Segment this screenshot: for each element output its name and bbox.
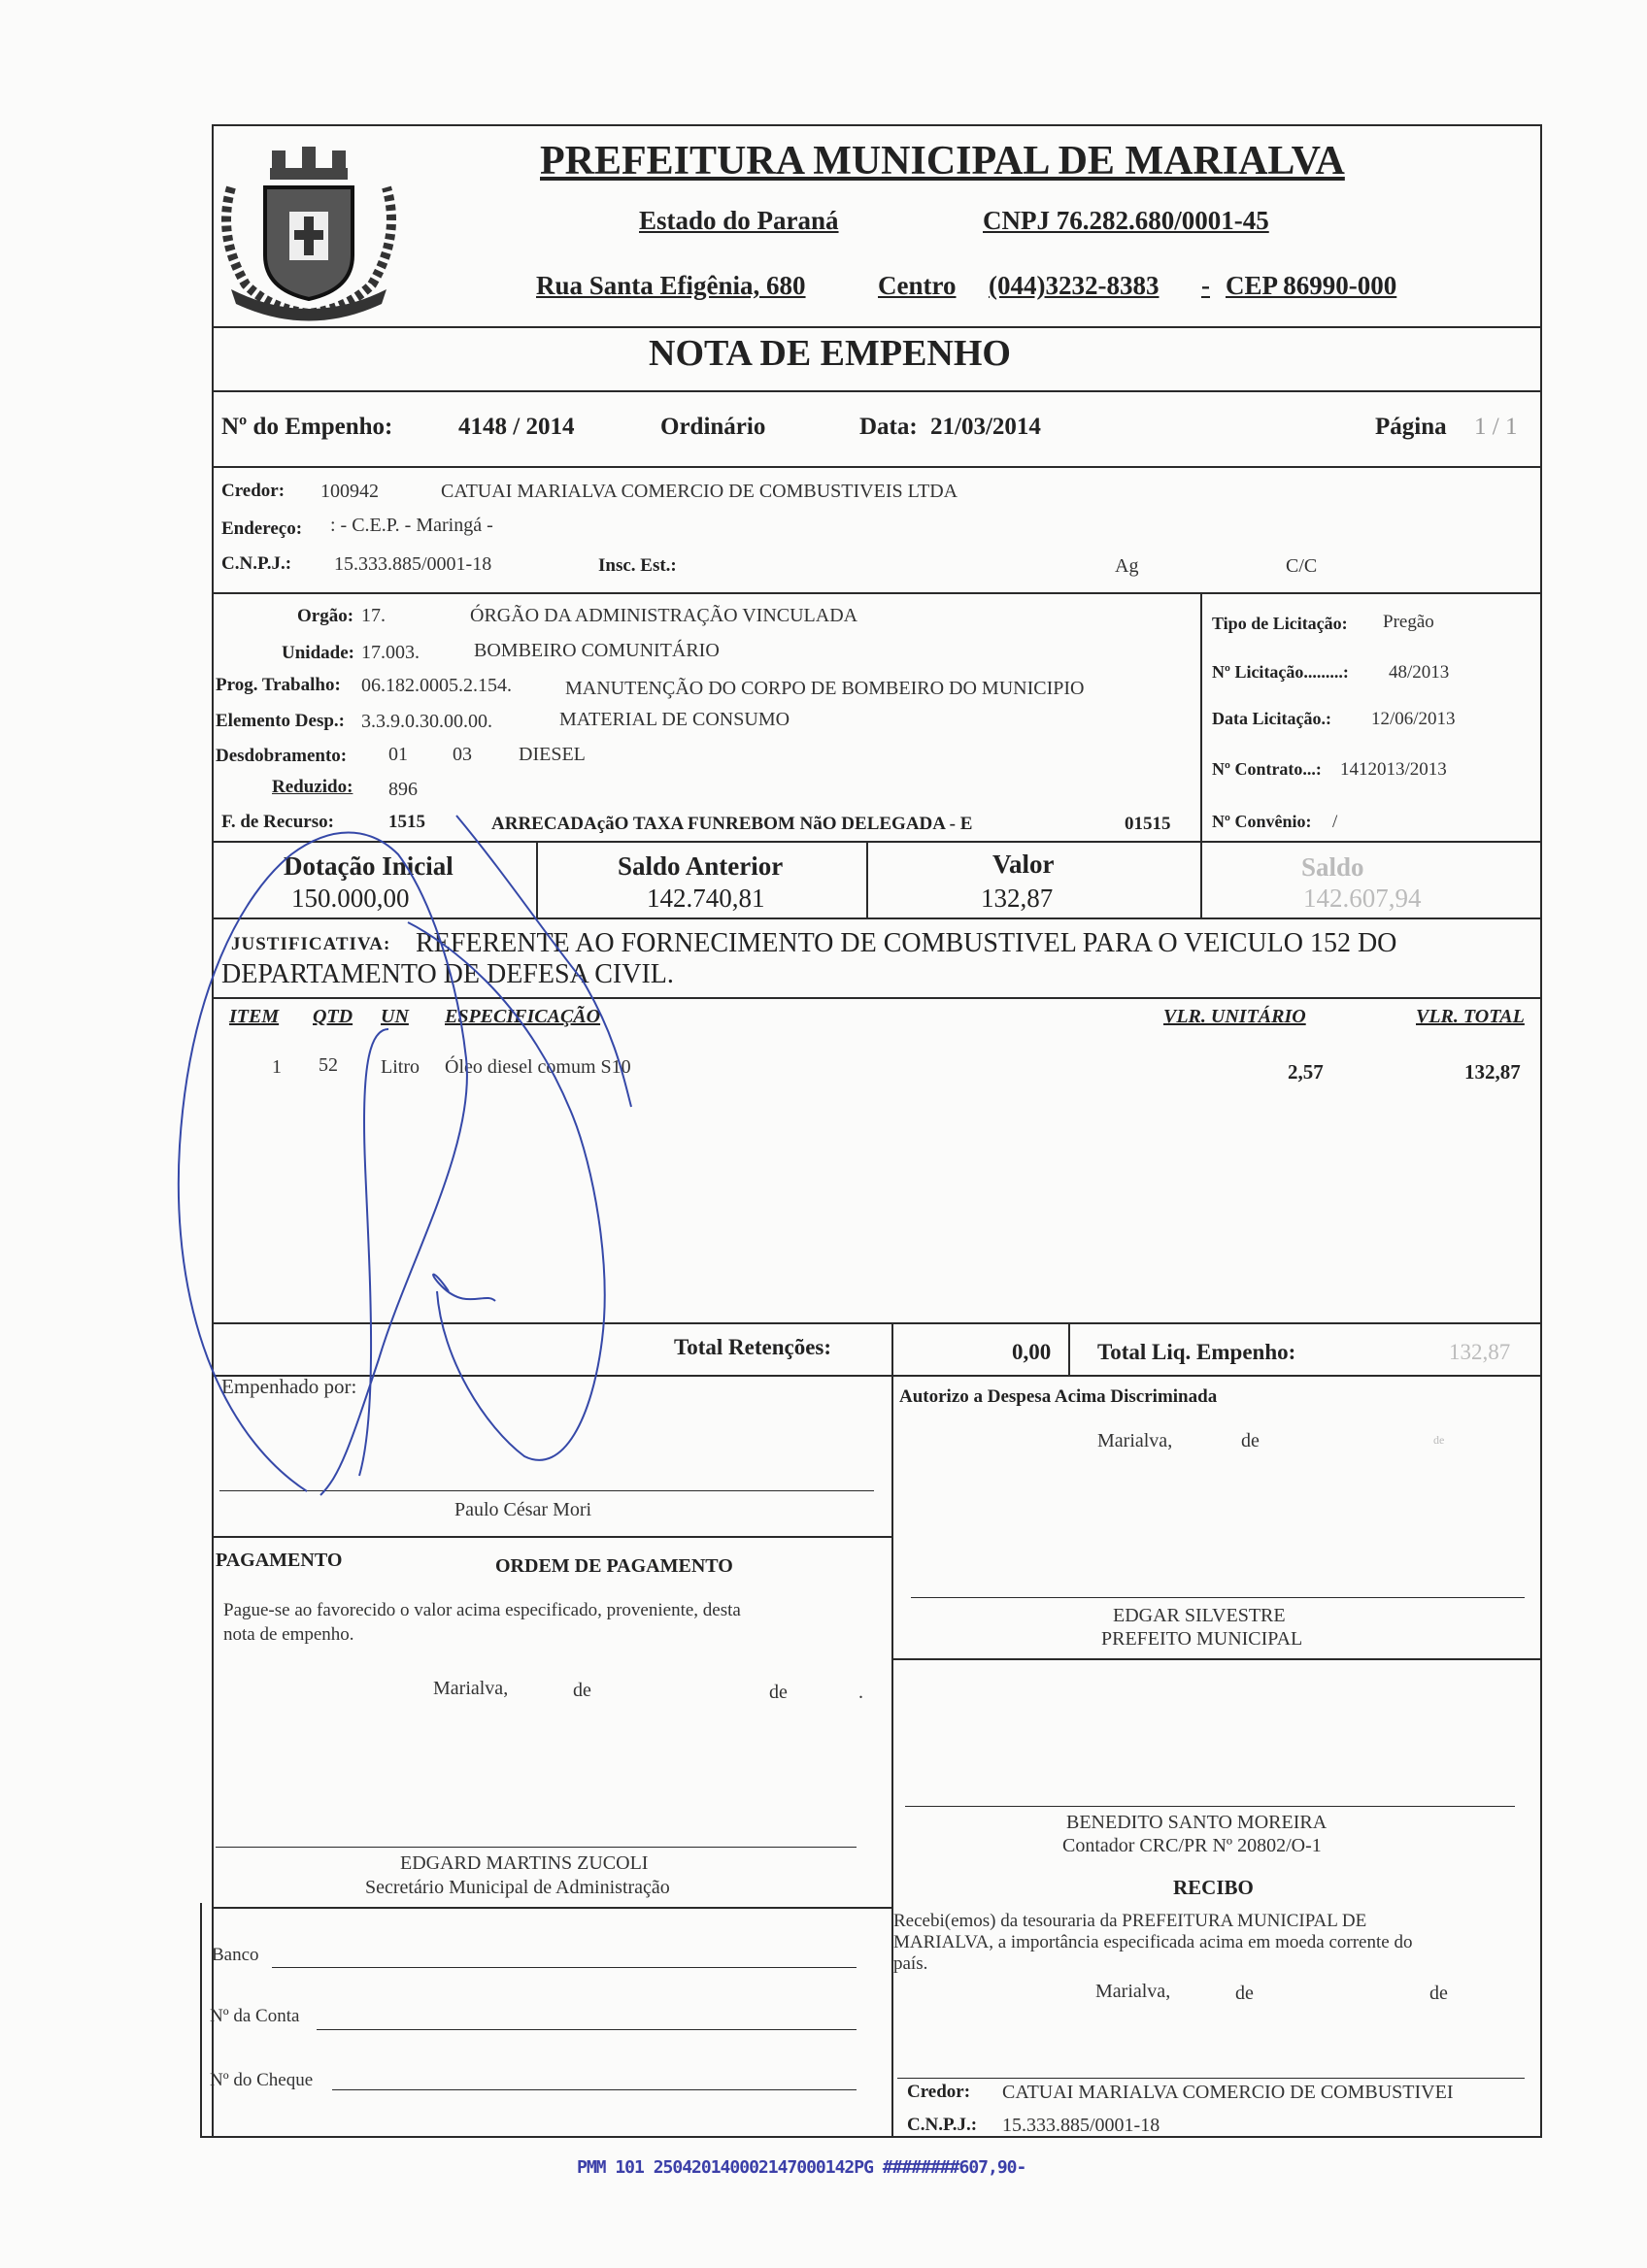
- contrato-number: 1412013/2013: [1340, 759, 1447, 780]
- autorizo-label: Autorizo a Despesa Acima Discriminada: [899, 1386, 1218, 1407]
- saldo-label: Saldo: [1301, 852, 1364, 882]
- autorizo-city: Marialva,: [1097, 1430, 1173, 1451]
- recibo-label: RECIBO: [1173, 1876, 1254, 1899]
- unidade-label: Unidade:: [282, 643, 354, 663]
- liquido-label: Total Liq. Empenho:: [1097, 1340, 1296, 1364]
- pagamento-text1: Pague-se ao favorecido o valor acima especificado, proveniente, desta: [223, 1600, 741, 1620]
- doc-title: NOTA DE EMPENHO: [649, 333, 1011, 374]
- reduzido-value: 896: [388, 779, 418, 800]
- item-vlr-total: 132,87: [1464, 1060, 1521, 1084]
- secretario-name: EDGARD MARTINS ZUCOLI: [400, 1852, 649, 1874]
- contrato-label: Nº Contrato...:: [1212, 759, 1322, 779]
- dotacao-value: 150.000,00: [291, 884, 410, 913]
- empenho-type: Ordinário: [660, 414, 766, 440]
- banco-label: Banco: [212, 1945, 259, 1965]
- credor-label: Credor:: [221, 481, 286, 501]
- item-un: Litro: [381, 1056, 420, 1078]
- header-address: Rua Santa Efigênia, 680: [536, 271, 806, 300]
- unidade-code: 17.003.: [361, 642, 420, 663]
- elemento-label: Elemento Desp.:: [216, 711, 345, 731]
- credor-name: CATUAI MARIALVA COMERCIO DE COMBUSTIVEIS LTDA: [441, 481, 958, 502]
- col-vlr-total: VLR. TOTAL: [1416, 1006, 1525, 1027]
- numero-licitacao-label: Nº Licitação.........:: [1212, 662, 1349, 682]
- insc-est-label: Insc. Est.:: [598, 555, 677, 576]
- endereco-label: Endereço:: [221, 518, 303, 539]
- unidade-name: BOMBEIRO COMUNITÁRIO: [474, 640, 720, 661]
- tipo-licitacao-label: Tipo de Licitação:: [1212, 614, 1348, 633]
- autorizo-de2: de: [1433, 1433, 1445, 1447]
- recurso-name: ARRECADAçãO TAXA FUNREBOM NãO DELEGADA - E: [491, 814, 973, 834]
- empenho-number-label: Nº do Empenho:: [221, 414, 393, 440]
- ordem-pagamento-label: ORDEM DE PAGAMENTO: [495, 1555, 733, 1577]
- recurso-label: F. de Recurso:: [221, 812, 334, 832]
- data-licitacao-label: Data Licitação.:: [1212, 709, 1331, 728]
- saldo-anterior-label: Saldo Anterior: [618, 851, 784, 881]
- recibo-line2: MARIALVA, a importância especificada acima em moeda corrente do: [893, 1932, 1413, 1952]
- autorizo-de1: de: [1241, 1430, 1260, 1451]
- cc-label: C/C: [1286, 555, 1318, 577]
- endereco-value: : - C.E.P. - Maringá -: [330, 515, 493, 536]
- recibo-credor-label: Credor:: [907, 2082, 971, 2102]
- prog-label: Prog. Trabalho:: [216, 675, 341, 695]
- item-espec: Óleo diesel comum S10: [445, 1056, 631, 1078]
- empenho-date: 21/03/2014: [930, 414, 1041, 440]
- recibo-de1: de: [1235, 1983, 1254, 2004]
- item-vlr-unit: 2,57: [1288, 1060, 1324, 1084]
- col-espec: ESPECIFICAÇÃO: [445, 1006, 601, 1027]
- item-number: 1: [272, 1056, 282, 1078]
- desdobramento-name: DIESEL: [519, 744, 586, 765]
- cheque-label: Nº do Cheque: [210, 2070, 314, 2090]
- tipo-licitacao: Pregão: [1383, 612, 1434, 632]
- col-un: UN: [381, 1006, 409, 1027]
- elemento-name: MATERIAL DE CONSUMO: [559, 709, 790, 730]
- ag-label: Ag: [1115, 555, 1139, 577]
- header-title: PREFEITURA MUNICIPAL DE MARIALVA: [540, 139, 1345, 183]
- saldo-value: 142.607,94: [1303, 884, 1422, 913]
- desdobramento-a: 01: [388, 744, 408, 765]
- empenhado-name: Paulo César Mori: [454, 1499, 592, 1520]
- col-item: ITEM: [229, 1006, 280, 1027]
- pagamento-city: Marialva,: [433, 1678, 509, 1699]
- header-phone: (044)3232-8383: [989, 271, 1160, 300]
- recurso-code: 1515: [388, 812, 425, 832]
- valor-label: Valor: [992, 850, 1055, 879]
- recurso-code2: 01515: [1125, 814, 1171, 834]
- convenio-number: /: [1332, 812, 1338, 832]
- pagamento-dot: .: [858, 1682, 863, 1703]
- pagamento-text2: nota de empenho.: [223, 1624, 354, 1645]
- orgao-code: 17.: [361, 605, 386, 626]
- data-licitacao: 12/06/2013: [1371, 709, 1456, 729]
- recibo-city: Marialva,: [1095, 1981, 1171, 2002]
- elemento-code: 3.3.9.0.30.00.00.: [361, 711, 492, 732]
- desdobramento-label: Desdobramento:: [216, 746, 348, 766]
- prefeito-role: PREFEITO MUNICIPAL: [1101, 1628, 1303, 1650]
- prog-name: MANUTENÇÃO DO CORPO DE BOMBEIRO DO MUNICIPIO: [565, 678, 1085, 699]
- dotacao-label: Dotação Inicial: [284, 851, 454, 881]
- recibo-line1: Recebi(emos) da tesouraria da PREFEITURA MUNICIPAL DE: [893, 1911, 1367, 1931]
- retencoes-value: 0,00: [1012, 1340, 1052, 1364]
- recibo-credor-name: CATUAI MARIALVA COMERCIO DE COMBUSTIVEI: [1002, 2082, 1454, 2103]
- contador-name: BENEDITO SANTO MOREIRA: [1066, 1812, 1328, 1833]
- conta-label: Nº da Conta: [210, 2006, 300, 2026]
- credor-cnpj: 15.333.885/0001-18: [334, 553, 492, 575]
- col-vlr-unit: VLR. UNITÁRIO: [1163, 1006, 1306, 1027]
- contador-role: Contador CRC/PR Nº 20802/O-1: [1062, 1835, 1322, 1856]
- recibo-cnpj: 15.333.885/0001-18: [1002, 2115, 1160, 2136]
- orgao-name: ÓRGÃO DA ADMINISTRAÇÃO VINCULADA: [470, 605, 858, 626]
- justificativa-line1: REFERENTE AO FORNECIMENTO DE COMBUSTIVEL PARA O VEICULO 152 DO: [416, 928, 1397, 958]
- empenho-date-label: Data:: [859, 414, 918, 440]
- orgao-label: Orgão:: [297, 606, 354, 626]
- header-cnpj: CNPJ 76.282.680/0001-45: [983, 206, 1269, 235]
- pagamento-de1: de: [573, 1680, 591, 1701]
- convenio-label: Nº Convênio:: [1212, 812, 1312, 831]
- recibo-cnpj-label: C.N.P.J.:: [907, 2115, 978, 2135]
- reduzido-label: Reduzido:: [272, 777, 353, 797]
- page-label: Página: [1375, 414, 1447, 440]
- recibo-line3: país.: [893, 1953, 928, 1974]
- credor-cnpj-label: C.N.P.J.:: [221, 553, 292, 574]
- desdobramento-b: 03: [453, 744, 472, 765]
- pagamento-de2: de: [769, 1682, 788, 1703]
- bank-stamp: PMM 101 250420140002147000142PG ########607,90-: [577, 2157, 1026, 2178]
- retencoes-label: Total Retenções:: [674, 1335, 832, 1359]
- justificativa-label: JUSTIFICATIVA:: [231, 934, 391, 954]
- credor-code: 100942: [320, 481, 379, 502]
- recibo-de2: de: [1429, 1983, 1448, 2004]
- header-cep: CEP 86990-000: [1226, 271, 1397, 300]
- justificativa-line2: DEPARTAMENTO DE DEFESA CIVIL.: [221, 959, 674, 989]
- item-qtd: 52: [319, 1054, 338, 1076]
- empenho-number: 4148 / 2014: [458, 414, 575, 440]
- header-dash: -: [1201, 271, 1210, 300]
- secretario-role: Secretário Municipal de Administração: [365, 1877, 670, 1898]
- empenhado-label: Empenhado por:: [221, 1375, 357, 1398]
- numero-licitacao: 48/2013: [1389, 662, 1450, 683]
- header-state: Estado do Paraná: [639, 206, 839, 235]
- prog-code: 06.182.0005.2.154.: [361, 675, 512, 696]
- header-district: Centro: [878, 271, 957, 300]
- col-qtd: QTD: [313, 1006, 353, 1027]
- saldo-anterior-value: 142.740,81: [647, 884, 765, 913]
- valor-value: 132,87: [981, 884, 1054, 913]
- page-number: 1 / 1: [1474, 414, 1518, 440]
- pagamento-label: PAGAMENTO: [216, 1550, 343, 1571]
- liquido-value: 132,87: [1449, 1340, 1511, 1364]
- prefeito-name: EDGAR SILVESTRE: [1113, 1605, 1286, 1626]
